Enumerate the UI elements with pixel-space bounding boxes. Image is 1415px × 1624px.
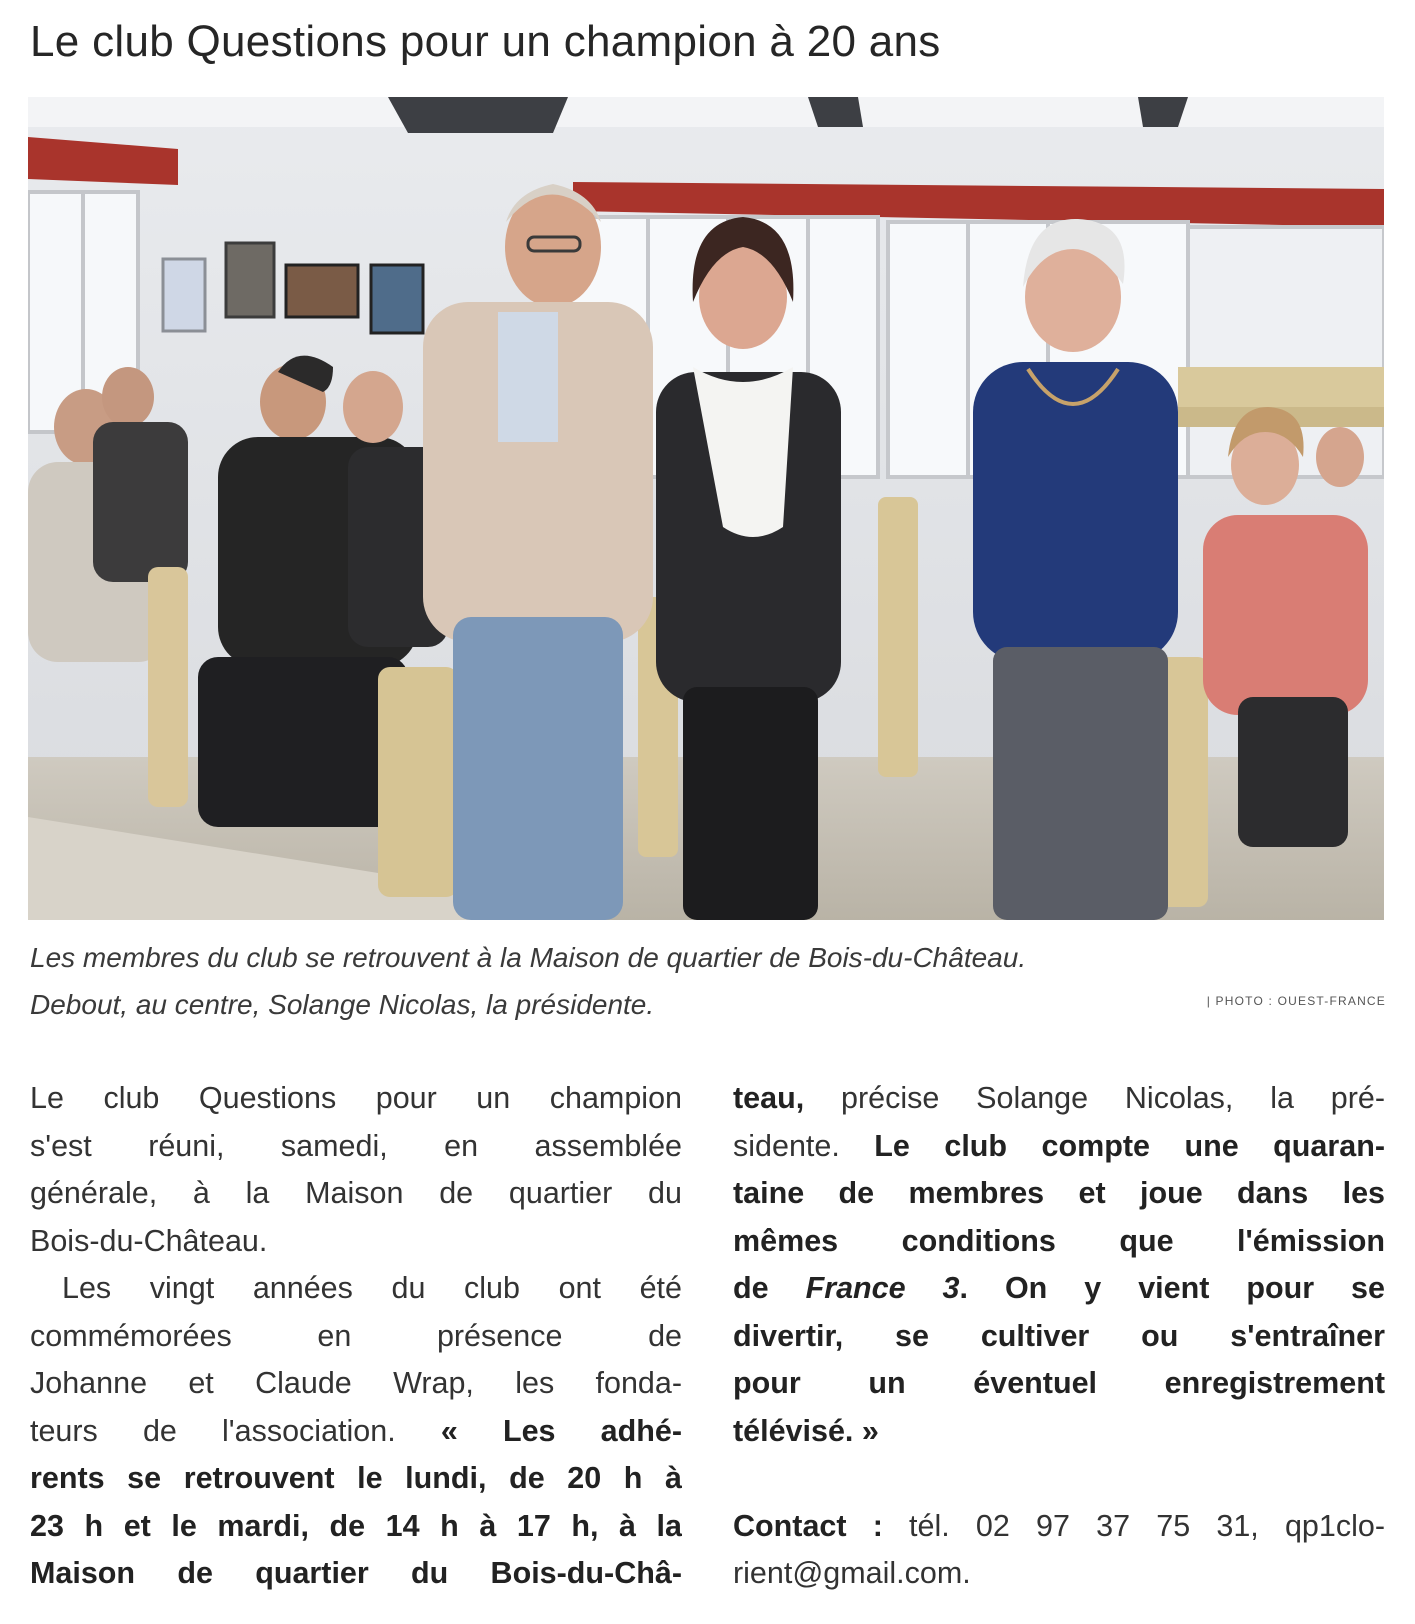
quote-line: 23 h et le mardi, de 14 h à 17 h, à la: [30, 1508, 682, 1543]
quote-text: de: [733, 1271, 806, 1305]
group-photo-image: [28, 97, 1384, 920]
body-text: teurs de l'association.: [30, 1413, 441, 1448]
body-line: [733, 1075, 1385, 1123]
article-body-right-column: [733, 1075, 1385, 1598]
body-line: Les vingt années du club ont été: [62, 1271, 682, 1305]
body-text: précise Solange Nicolas, la pré-: [804, 1081, 1385, 1115]
photo-credit: | PHOTO : OUEST-FRANCE: [1206, 994, 1386, 1008]
body-line: s'est réuni, samedi, en assemblée: [30, 1128, 682, 1163]
tv-channel-name: France 3: [805, 1271, 960, 1305]
caption-line: Debout, au centre, Solange Nicolas, la présidente.: [30, 989, 655, 1020]
group-photo: [28, 97, 1384, 920]
body-line: Johanne et Claude Wrap, les fonda-: [30, 1366, 682, 1400]
quote-line: [733, 1265, 1385, 1313]
body-text: sidente.: [733, 1128, 875, 1163]
quote-line: divertir, se cultiver ou s'entraîner: [733, 1318, 1385, 1353]
quote-line: taine de membres et joue dans les: [733, 1176, 1385, 1210]
quote-line: rents se retrouvent le lundi, de 20 h à: [30, 1461, 682, 1495]
quote-text: « Les adhé-: [440, 1413, 682, 1448]
caption-line: Les membres du club se retrouvent à la Maison de quartier de Bois-du-Château.: [30, 942, 1027, 973]
photo-caption: [30, 934, 1160, 1028]
quote-line: mêmes conditions que l'émission: [733, 1223, 1385, 1258]
body-line: [733, 1123, 1385, 1171]
body-line: commémorées en présence de: [30, 1318, 682, 1353]
quote-text: . On y vient pour se: [959, 1271, 1385, 1305]
contact-line: [733, 1503, 1385, 1551]
quote-line: Maison de quartier du Bois-du-Châ-: [30, 1556, 682, 1590]
contact-label: Contact :: [733, 1508, 883, 1543]
body-line: [30, 1408, 682, 1456]
paragraph-gap: [733, 1455, 1385, 1503]
body-line: Bois-du-Château.: [30, 1223, 268, 1258]
article-headline: Le club Questions pour un champion à 20 ans: [30, 17, 941, 66]
quote-line: pour un éventuel enregistrement: [733, 1366, 1385, 1400]
contact-phone-email: tél. 02 97 37 75 31, qp1clo-: [882, 1508, 1385, 1543]
quote-text: Le club compte une quaran-: [874, 1128, 1385, 1163]
body-line: générale, à la Maison de quartier du: [30, 1176, 682, 1210]
body-line: Le club Questions pour un champion: [30, 1081, 682, 1115]
article-body-left-column: [30, 1075, 682, 1598]
quote-line: télévisé. »: [733, 1413, 879, 1448]
quote-text: teau,: [733, 1081, 805, 1115]
contact-email-line[interactable]: rient@gmail.com.: [733, 1556, 971, 1590]
